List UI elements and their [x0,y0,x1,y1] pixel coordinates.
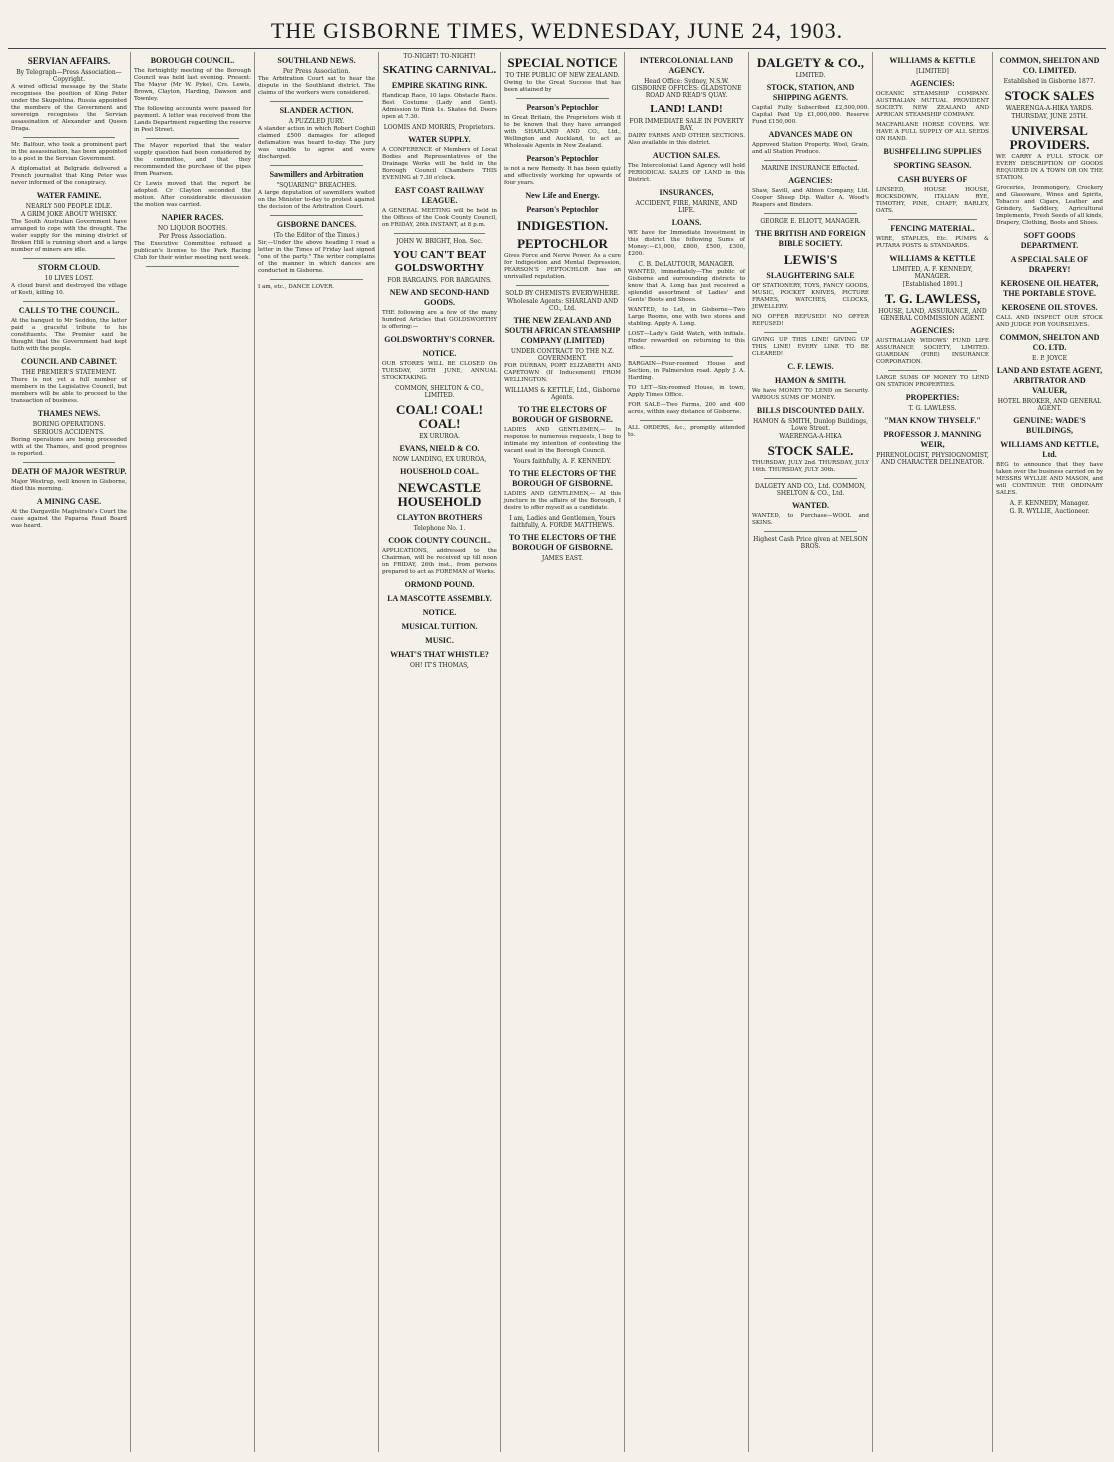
subheading: WAERENGA-A-HIKA [779,433,842,440]
paragraph: Sir,—Under the above heading I read a letter in the Times of Friday last signed "one of the party." The writer complains of the manner in which dances are conducted in Gisborne. [258,240,375,274]
headline: EVANS, NIELD & CO. [399,444,480,453]
display-heading: SPECIAL NOTICE [507,55,618,70]
paragraph: in Great Britain, the Proprietors wish it to be known that they have arranged with SHARLAND AND CO., Ltd., Wellington and Auckland, to act as Wholesale Agents in New Zealand. [504,115,621,149]
headline: HOUSEHOLD COAL. [400,467,479,476]
paragraph: NO OFFER REFUSED! NO OFFER REFUSED! [752,314,869,327]
headline: BOROUGH COUNCIL. [150,56,235,65]
subheading: PHRENOLOGIST, PHYSIOGNOMIST, AND CHARACTER DELINEATOR. [876,452,989,466]
headline: WANTED. [791,501,830,510]
paragraph: LADIES AND GENTLEMEN,— In response to numerous requests, I beg to intimate my intention of contesting the vacant seat in the Borough Council. [504,427,621,454]
subheading: JOHN W. BRIGHT, Hon. Sec. [396,238,483,245]
column-divider [640,420,733,421]
headline: "MAN KNOW THYSELF." [884,416,981,425]
headline: Sawmillers and Arbitration [269,170,364,179]
paragraph: A diplomatist at Belgrade delivered a French journalist that King Peter was never informed of the conspiracy. [11,166,127,186]
subheading: HOUSE, LAND, ASSURANCE, AND GENERAL COMMISSION AGENT. [878,308,987,322]
paragraph: Cr Lewis moved that the report be adopted. Cr Clayton seconded the motion. After considerable discussion the motion was carried. [134,181,251,208]
display-heading: YOU CAN'T BEAT GOLDSWORTHY [392,249,487,274]
display-heading: PEPTOCHLOR [517,236,608,251]
subheading: (To the Editor of the Times.) [273,232,360,239]
paragraph: BEG to announce that they have taken over the business carried on by MESSRS WYLLIE AND MASON, and will CONTINUE THE ORDINARY SALES. [996,462,1103,496]
headline: SOFT GOODS DEPARTMENT. [1020,231,1079,250]
column-divider [516,285,609,286]
column-divider [23,462,115,463]
headline: CASH BUYERS OF [897,175,968,184]
column-1 [8,52,130,1452]
paragraph: The Arbitration Court sat to hear the dispute in the Southland district. The claims of the workers were considered. [258,76,375,96]
paragraph: WANTED, immediately—The public of Gisborne and surrounding districts to know that A. Long has just received a splendid assortment of Ladies' and Gents' Boots and Shoes. [628,269,745,303]
headline: New Life and Energy. [525,191,600,200]
headline: STORM CLOUD. [37,263,101,272]
paragraph: TO LET—Six-roomed House, in town, Apply Times Office. [628,385,745,398]
subheading: HOTEL BROKER, AND GENERAL AGENT. [997,398,1102,412]
paragraph: OCEANIC STEAMSHIP COMPANY. AUSTRALIAN MUTUAL PROVIDENT SOCIETY. NEW ZEALAND AND AFRICAN STEAMSHIP COMPANY. [876,91,989,118]
paragraph: Groceries, Ironmongery, Crockery and Glassware, Wines and Spirits, Tobacco and Cigars, Leather and Grindery, Saddlery, Agricultural Implements, Fresh Seeds of all kinds, Drapery, Clothing, Boots and Shoes. [996,185,1103,226]
subheading: OH! IT'S THOMAS, [410,662,469,669]
headline: SLAUGHTERING SALE [766,271,855,280]
subheading: ACCIDENT, FIRE, MARINE, AND LIFE. [635,200,738,214]
subheading: WAERENGA-A-HIKA YARDS. [1005,105,1094,112]
headline: STOCK, STATION, AND SHIPPING AGENTS. [766,83,855,102]
display-heading: INDIGESTION. [516,218,609,233]
display-heading: T. G. LAWLESS, [884,291,981,306]
paragraph: AUSTRALIAN WIDOWS' FUND LIFE ASSURANCE SOCIETY, LIMITED. GUARDIAN (FIRE) INSURANCE CORPORATION. [876,338,989,365]
headline: MUSIC. [425,636,454,645]
subheading: WILLIAMS & KETTLE, Ltd., Gisborne Agents. [504,387,621,401]
headline: ADVANCES MADE ON [768,130,853,139]
headline: AGENCIES: [910,79,955,88]
headline: LA MASCOTTE ASSEMBLY. [387,594,492,603]
paragraph: A slander action in which Robert Coghill claimed £500 damages for alleged defamation was heard to-day. The jury was unable to agree and were discharged. [258,126,375,160]
paragraph: LARGE SUMS OF MONEY TO LEND ON STATION PROPERTIES. [876,375,989,388]
headline: MUSICAL TUITION. [401,622,478,631]
headline: CALLS TO THE COUNCIL. [18,306,120,315]
headline: GOLDSWORTHY'S CORNER. [384,335,495,344]
paragraph: OUR STORES WILL BE CLOSED On TUESDAY, 30TH JUNE, ANNUAL STOCKTAKING. [382,361,497,381]
paragraph: FOR SALE—Two Farms, 200 and 400 acres, within easy distance of Gisborne. [628,402,745,415]
paragraph: LADIES AND GENTLEMEN,— At this juncture in the affairs of the Borough, I desire to offer myself as a candidate. [504,491,621,511]
column-divider [23,258,115,259]
column-divider [516,98,609,99]
paragraph: WE CARRY A FULL STOCK OF EVERY DESCRIPTION OF GOODS REQUIRED IN A TOWN OR ON THE STATION. [996,154,1103,181]
paragraph: FOR DURBAN, PORT ELIZABETH AND CAPETOWN (If Inducement) FROM WELLINGTON. [504,363,621,383]
headline: LAND AND ESTATE AGENT, ARBITRATOR AND VALUER, [996,366,1103,395]
headline: KEROSENE OIL HEATER, THE PORTABLE STOVE. [1000,279,1099,298]
column-9 [992,52,1106,1452]
paragraph: At the banquet to Mr Seddon, the latter paid a graceful tribute to his constituents. The Premier said he thought that the Government had kept faith with the people. [11,318,127,352]
paragraph: Approved Station Property. Wool, Grain, and all Station Produce. [752,142,869,155]
paragraph: A GENERAL MEETING will be held in the Offices of the Cook County Council, on FRIDAY, 26th INSTANT, at 8 p.m. [382,208,497,228]
headline: WILLIAMS & KETTLE [889,56,976,65]
subheading: E. P. JOYCE [1032,355,1067,362]
paragraph: A CONFERENCE of Members of Local Bodies and Representatives of the Drainage Works will be held in the Borough Council Chambers THIS EVENING at 7.30 o'clock. [382,147,497,181]
paragraph: I am, etc., DANCE LOVER. [258,284,335,290]
paragraph: The Executive Committee refused a publican's license to the Park Racing Club for their winter meeting next week. [134,241,251,261]
headline: SLANDER ACTION. [279,106,354,115]
paragraph: THURSDAY, JULY 2nd. THURSDAY, JULY 16th. THURSDAY, JULY 30th. [752,460,869,473]
column-2 [130,52,254,1452]
headline: BUSHFELLING SUPPLIES [883,147,982,156]
subheading: A GRIM JOKE ABOUT WHISKY. [20,211,118,218]
display-heading: DALGETY & CO., [756,55,865,70]
headline: Pearson's Peptochlor [526,103,599,112]
subheading: LIMITED, A. F. KENNEDY, MANAGER. [892,266,973,280]
headline: Pearson's Peptochlor [526,154,599,163]
column-divider [764,478,857,479]
paragraph: DAIRY FARMS AND OTHER SECTIONS. Also available in this district. [628,133,745,146]
column-divider [270,165,363,166]
subheading: A. F. KENNEDY, Manager. [1009,500,1090,507]
column-divider [764,160,857,161]
headline: AGENCIES: [788,176,833,185]
subheading: A PUZZLED JURY. [288,118,345,125]
paragraph: GIVING UP THIS LINE! GIVING UP THIS LINE! EVERY LINE TO BE CLEARED! [752,337,869,357]
subheading: G. R. WYLLIE, Auctioneer. [1009,508,1090,515]
headline: CLAYTON BROTHERS [396,513,483,522]
paragraph: A cloud burst and destroyed the village of Kosti, killing 10. [11,283,127,296]
subheading: SOLD BY CHEMISTS EVERYWHERE. [505,290,620,297]
paragraph: Owing to the Great Success that has been attained by [504,80,621,93]
headline: SPORTING SEASON. [893,161,972,170]
paragraph: There is not yet a full number of members in the Legislative Council, but members will be able to proceed to the transaction of business. [11,377,127,404]
paragraph: We have MONEY TO LEND on Security. VARIOUS SUMS OF MONEY. [752,388,869,401]
paragraph: The Intercolonial Land Agency will hold PERIODICAL SALES OF LAND in this District. [628,163,745,183]
headline: PROPERTIES: [905,393,960,402]
headline: AGENCIES: [910,326,955,335]
headline: NOTICE. [422,608,457,617]
headline: WHAT'S THAT WHISTLE? [390,650,489,659]
paragraph: WANTED, to Purchase—WOOL and SKINS. [752,513,869,526]
headline: WATER SUPPLY. [408,135,471,144]
masthead-rule [8,48,1106,49]
column-divider [270,101,363,102]
headline: INTERCOLONIAL LAND AGENCY. [639,56,734,75]
headline: A SPECIAL SALE OF DRAPERY! [1010,255,1089,274]
paragraph: Shaw, Savill, and Albion Company, Ltd. Cooper Sheep Dip. Walter A. Wood's Reapers and Binders. [752,188,869,208]
paragraph: ALL ORDERS, &c., promptly attended to. [628,425,745,438]
column-divider [764,531,857,532]
headline: HAMON & SMITH. [775,376,846,385]
paragraph: WE have for Immediate Investment in this district the following Sums of Money:—£1,000, £800, £500, £300, £200. [628,230,745,257]
subheading: Yours faithfully, A. F. KENNEDY. [513,458,612,465]
headline: COMMON, SHELTON AND CO. LIMITED. [999,56,1100,75]
column-divider [394,233,485,234]
subheading: JAMES EAST. [541,555,584,562]
paragraph: The fortnightly meeting of the Borough Council was held last evening. Present: The Mayor (Mr W. Pyke), Crs. Lewis, Brown, Clayton, Harding, Dawson and Townley. [134,68,251,102]
subheading: COMMON, SHELTON & CO., LIMITED. [395,385,484,399]
subheading: Wholesale Agents: SHARLAND AND CO., Ltd. [506,298,619,312]
subheading: EX URUROA. [419,433,460,440]
subheading: THE PREMIER'S STATEMENT. [21,369,117,376]
masthead: THE GISBORNE TIMES, WEDNESDAY, JUNE 24, 1903. [270,18,844,43]
headline: THE NEW ZEALAND AND SOUTH AFRICAN STEAMSHIP COMPANY (LIMITED) [504,316,621,345]
column-3 [254,52,378,1452]
headline: WATER FAMINE. [36,191,102,200]
paragraph: is not a new Remedy. It has been quietly and effectively working for upwards of four years. [504,166,621,186]
headline: COOK COUNTY COUNCIL. [388,536,491,545]
headline: WILLIAMS AND KETTLE, Ltd. [1000,440,1099,459]
subheading: FOR BARGAINS. FOR BARGAINS. [387,277,492,284]
subheading: [Established 1891.] [902,281,963,288]
display-heading: NEWCASTLE HOUSEHOLD [397,480,482,509]
display-heading: STOCK SALES [1004,88,1095,103]
headline: EAST COAST RAILWAY LEAGUE. [394,186,485,205]
headline: INSURANCES, [659,188,714,197]
column-divider [23,137,115,138]
column-divider [23,301,115,302]
paragraph: Gives Force and Nerve Power. As a cure for Indigestion and Mental Depression, PEARSON'S PEPTOCHLOR has an unrivalled reputation. [504,253,621,280]
subheading: Per Press Association. [282,68,351,75]
column-divider [764,213,857,214]
subheading: SERIOUS ACCIDENTS. [33,429,105,436]
subheading: LIMITED. [795,72,826,79]
subheading: NEARLY 500 PEOPLE IDLE. [25,203,113,210]
subheading: T. G. LAWLESS. [908,405,957,412]
headline: GENUINE: WADE'S BUILDINGS, [1013,416,1086,435]
subheading: NO LIQUOR BOOTHS. [157,225,228,232]
display-heading: LAND! LAND! [650,103,723,115]
paragraph: Boring operations are being proceeded with at the Thames, and good progress is reported. [11,437,127,457]
subheading: By Telegraph—Press Association—Copyright. [16,69,122,83]
headline: COMMON, SHELTON AND CO. LTD. [999,333,1100,352]
headline: C. F. LEWIS. [787,362,834,371]
subheading: Established in Gisborne 1877. [1003,78,1096,85]
headline: NEW AND SECOND-HAND GOODS. [389,288,490,307]
paragraph: WANTED, to Let, in Gisborne—Two Large Rooms, one with two stores and stabling. Apply A. Long. [628,307,745,327]
paragraph: Handicap Race, 10 laps. Obstacle Race. Best Costume (Lady and Gent). Admission to Rink 1s. Skates 6d. Doors open at 7.30. [382,93,497,120]
subheading: "SQUARING" BREACHES. [276,182,357,189]
headline: A MINING CASE. [36,497,102,506]
headline: LOANS. [671,218,702,227]
paragraph: A wired official message by the State recognises the position of King Peter under the Skupshtina. Russia appointed the members of the Government and sovereign recognises the Servian assassination of Alexander and Queen Draga. [11,84,127,132]
headline: EMPIRE SKATING RINK. [391,81,488,90]
headline: FENCING MATERIAL. [890,224,975,233]
headline: WILLIAMS & KETTLE [889,254,976,263]
column-8 [872,52,992,1452]
subheading: Telephone No. 1. [413,525,466,532]
subheading: UNDER CONTRACT TO THE N.Z. GOVERNMENT. [510,348,615,362]
subheading: [LIMITED] [916,68,949,75]
column-divider [146,266,239,267]
section-heading: SERVIAN AFFAIRS. [27,56,111,66]
subheading: FOR IMMEDIATE SALE IN POVERTY BAY. [629,118,744,132]
column-divider [640,356,733,357]
column-5 [500,52,624,1452]
column-divider [270,215,363,216]
paragraph: OF STATIONERY, TOYS, FANCY GOODS, MUSIC, POCKET KNIVES, PICTURE FRAMES, WATCHES, CLOCKS, JEWELLERY. [752,283,869,310]
paragraph: CALL AND INSPECT OUR STOCK AND JUDGE FOR YOURSELVES. [996,315,1103,328]
subheading: Per Press Association. [158,233,227,240]
paragraph: The South Australian Government have arranged to cope with the drought. The water supply for the mining district of Broken Hill is running short and a large number of miners are idle. [11,219,127,253]
headline: GISBORNE DANCES. [276,220,357,229]
subheading: I am, Ladies and Gentlemen, Yours faithfully, A. FORDE MATTHEWS. [509,515,616,529]
subheading: NOW LANDING, EX URUROA, [392,456,487,463]
subheading: HAMON & SMITH, Dunlop Buildings, Lowe Street. [752,418,869,432]
display-heading: SKATING CARNIVAL. [382,64,497,76]
paragraph: At the Dargaville Magistrate's Court the case against the Paparoa Road Board was heard. [11,509,127,529]
headline: AUCTION SALES. [652,151,721,160]
subheading: MARINE INSURANCE Effected. [761,165,860,172]
subheading: C. B. DeLAUTOUR, MANAGER. [638,261,735,268]
paragraph: Mr. Balfour, who took a prominent part in the assassination, has been appointed to a post in the Servian Government. [11,142,127,162]
paragraph: APPLICATIONS, addressed to the Chairman, will be received up till noon on FRIDAY, 26th inst., from persons prepared to act as FOREMAN of Works. [382,548,497,575]
headline: THAMES NEWS. [37,409,101,418]
column-divider [888,370,977,371]
subheading: TO THE PUBLIC OF NEW ZEALAND. [505,72,620,79]
headline: Pearson's Peptochlor [526,205,599,214]
subheading: Head Office: Sydney, N.S.W. GISBORNE OFFICES: GLADSTONE ROAD AND READ'S QUAY. [631,78,742,99]
headline: NOTICE. [422,349,457,358]
subheading: TO-NIGHT! TO-NIGHT! [403,53,476,60]
display-heading: UNIVERSAL PROVIDERS. [1009,123,1090,152]
display-heading: COAL! COAL! COAL! [395,402,484,431]
paragraph: Major Westrup, well known in Gisborne, died this morning. [11,479,127,492]
headline: THE BRITISH AND FOREIGN BIBLE SOCIETY. [755,229,866,248]
display-heading: STOCK SALE. [767,443,854,458]
headline: DEATH OF MAJOR WESTRUP. [11,467,127,476]
paragraph: MACFARLANE HORSE COVERS. WE HAVE A FULL SUPPLY OF ALL SEEDS ON HAND. [876,122,989,142]
paragraph: BARGAIN—Four-roomed House and Section, in Palmerston road. Apply J. A. Harding. [628,361,745,381]
headline: KEROSENE OIL STOVES. [1001,303,1098,312]
headline: PROFESSOR J. MANNING WEIR, [883,430,982,449]
column-divider [888,219,977,220]
headline: TO THE ELECTORS OF THE BOROUGH OF GISBORNE. [508,533,617,552]
paragraph: The Mayor reported that the water supply question had been considered by the committee, and that they recommended the purchase of the pipes from Pearson. [134,143,251,177]
headline: BILLS DISCOUNTED DAILY. [756,406,865,415]
paragraph: Capital Fully Subscribed £2,500,000. Capital Paid Up £1,000,000. Reserve Fund £150,000. [752,105,869,125]
column-6 [624,52,748,1452]
headline: SOUTHLAND NEWS. [277,56,356,65]
headline: TO THE ELECTORS OF THE BOROUGH OF GISBORNE. [508,469,617,488]
subheading: 10 LIVES LOST. [44,275,94,282]
subheading: BORING OPERATIONS. [32,421,106,428]
display-heading: LEWIS'S [783,252,838,267]
column-divider [146,138,239,139]
column-divider [764,332,857,333]
column-4 [378,52,500,1452]
subheading: DALGETY AND CO., Ltd. COMMON, SHELTON & CO., Ltd. [755,483,866,497]
column-divider [270,279,363,280]
paragraph: LOST—Lady's Gold Watch, with initials. Finder rewarded on returning to this office. [628,331,745,351]
paragraph: A large deputation of sawmillers waited on the Minister to-day to protest against the decision of the Arbitration Court. [258,190,375,210]
paragraph: LINSEED, HOUSE HOUSE, ROCKSDOWN, ITALIAN RYE, TIMOTHY, PINE, CHAFF, BARLEY, OATS. [876,187,989,214]
headline: COUNCIL AND CABINET. [20,357,118,366]
headline: ORMOND POUND. [404,580,475,589]
subheading: GEORGE E. ELIOTT, MANAGER. [760,218,861,225]
headline: TO THE ELECTORS OF BOROUGH OF GISBORNE. [512,405,613,424]
headline: NAPIER RACES. [161,213,224,222]
column-7 [748,52,872,1452]
paragraph: THE following are a few of the many hundred Articles that GOLDSWORTHY is offering:— [382,310,497,330]
subheading: Highest Cash Price given at NELSON BROS. [753,536,868,550]
paragraph: The following accounts were passed for payment. A letter was received from the Lands Department regarding the reserve in Peel Street. [134,106,251,133]
subheading: LOOMIS AND MORRIS, Proprietors. [383,124,496,131]
paragraph: WIRE, STAPLES, Etc. PUMPS & PUTARA POSTS & STANDARDS. [876,236,989,249]
subheading: THURSDAY, JUNE 25TH. [1011,113,1088,120]
